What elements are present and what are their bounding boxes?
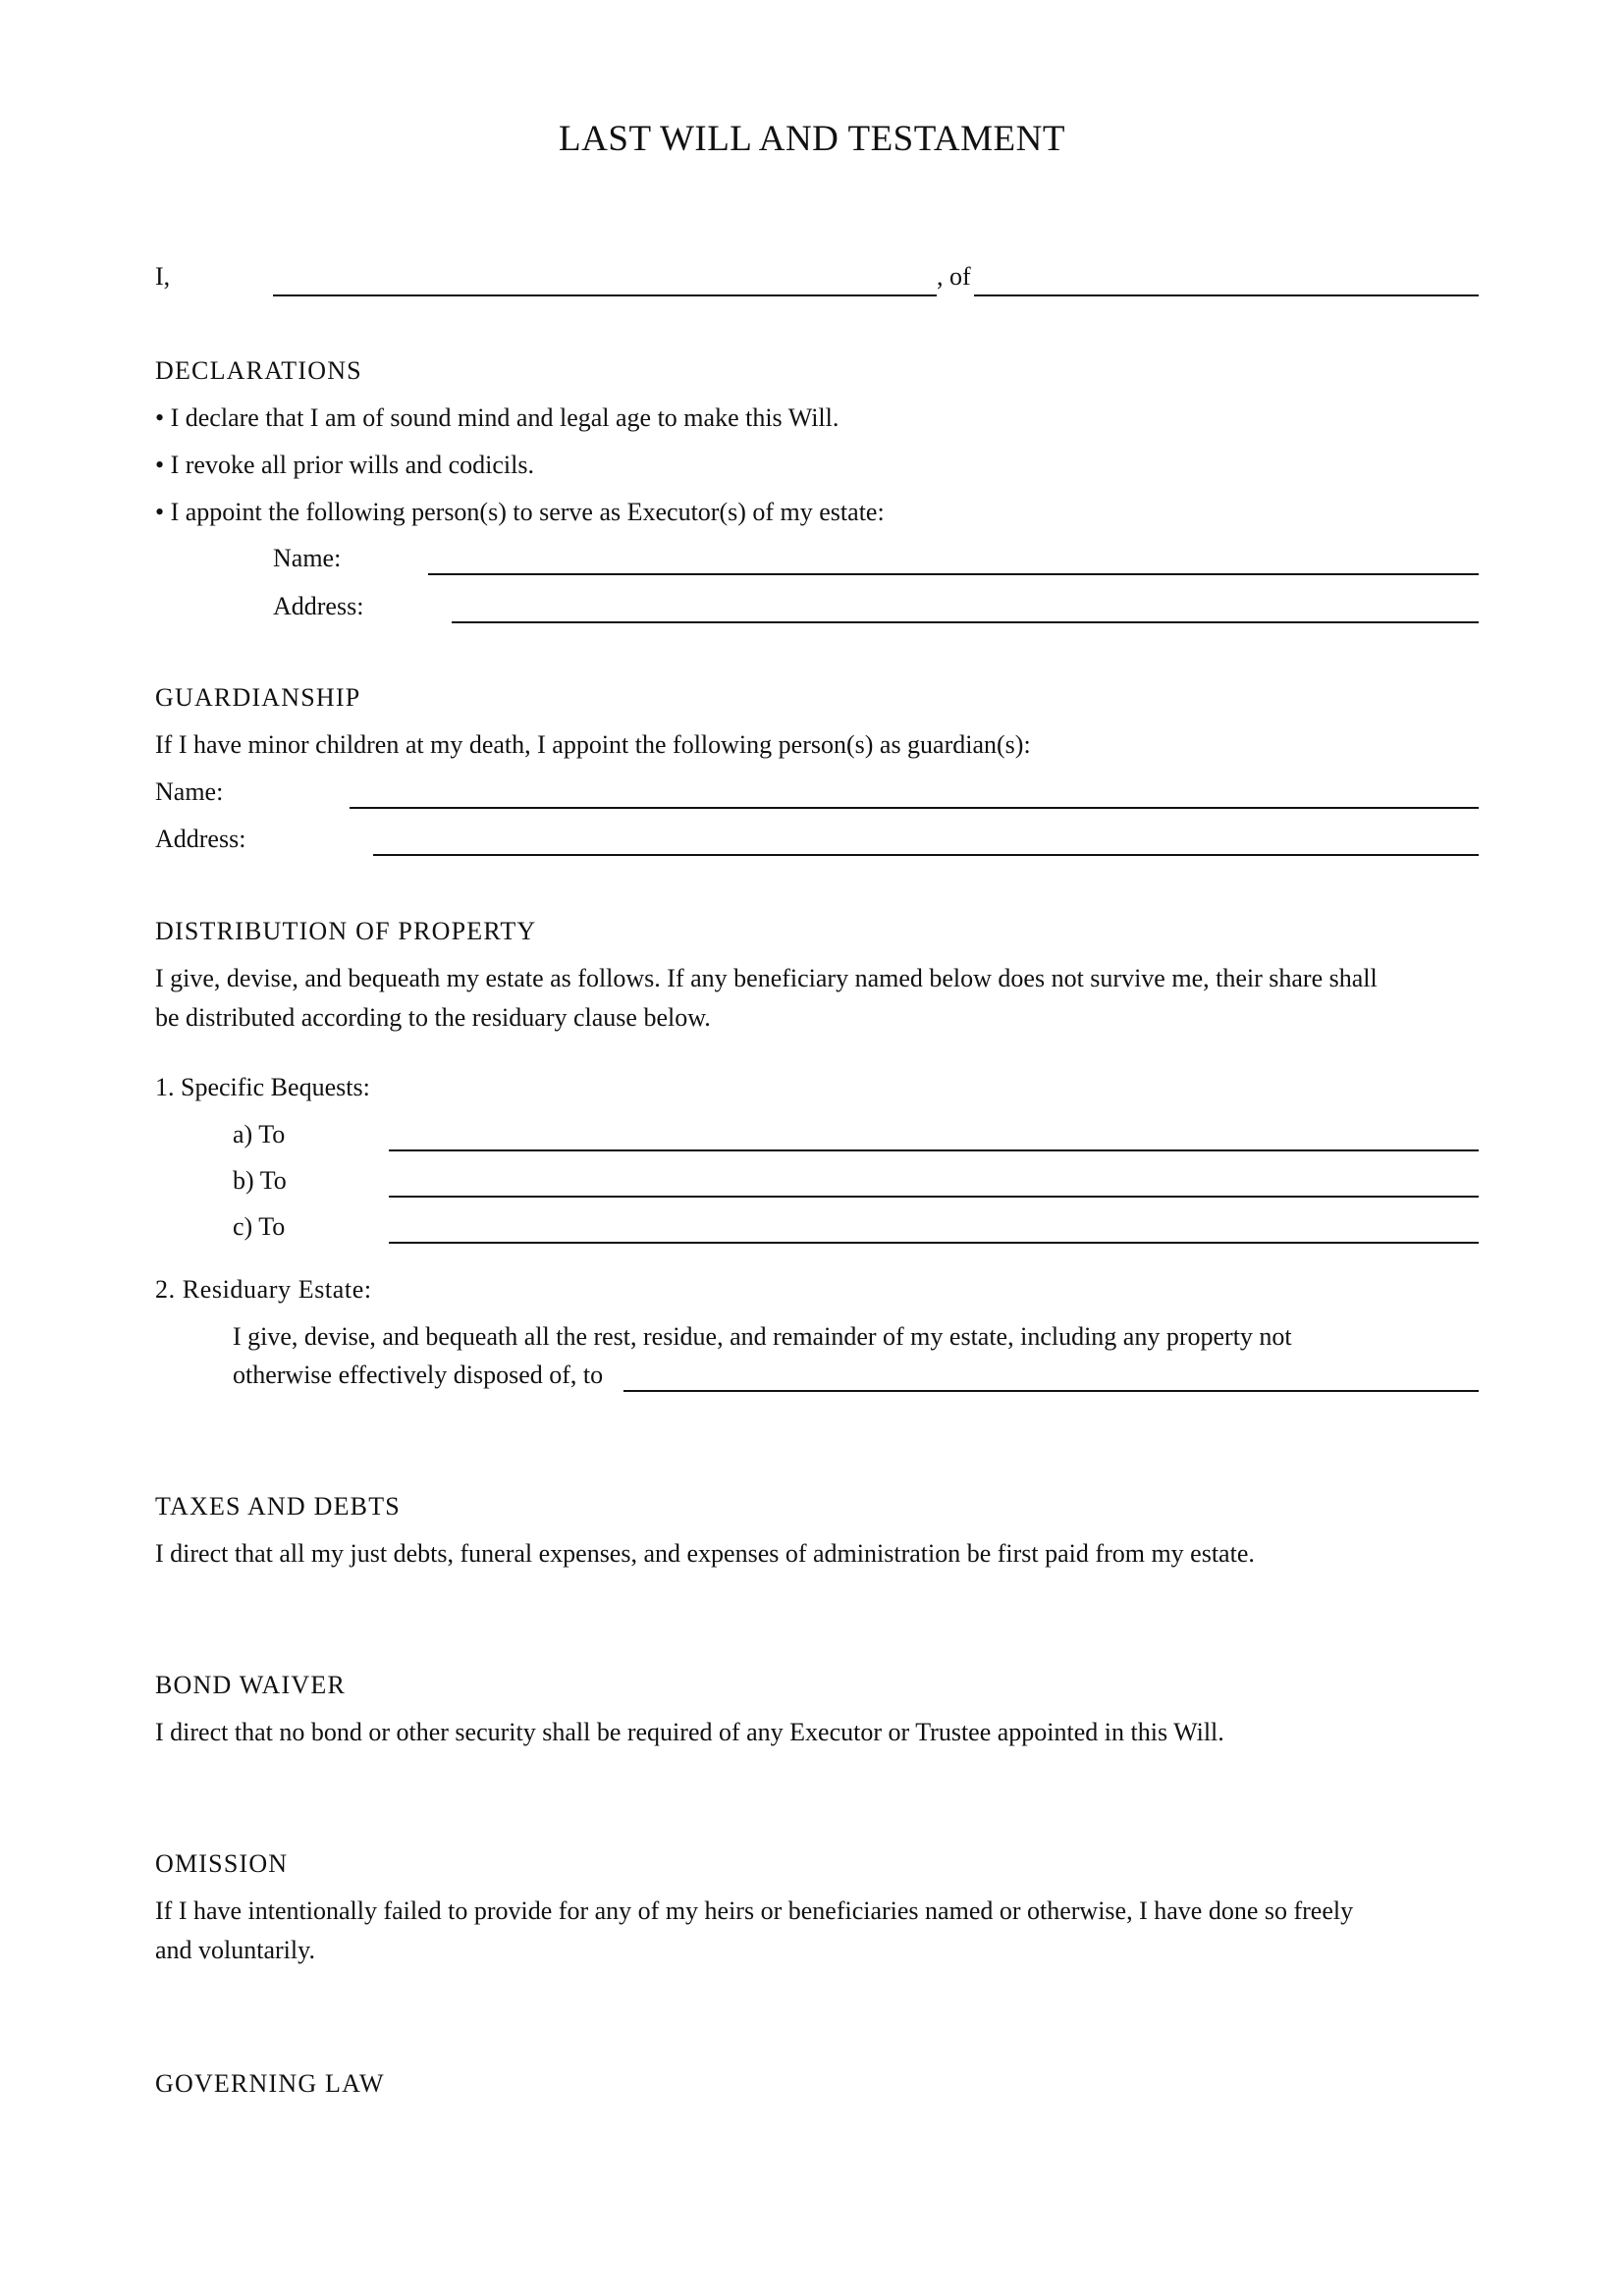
residuary-text-line1: I give, devise, and bequeath all the rest, residue, and remainder of my estate, including any property not [233, 1322, 1292, 1351]
declaration-item: • I revoke all prior wills and codicils. [155, 451, 535, 479]
bequest-b-label: b) To [233, 1166, 287, 1195]
taxes-heading: TAXES AND DEBTS [155, 1492, 401, 1521]
specific-bequests-label: 1. Specific Bequests: [155, 1073, 370, 1101]
executor-name-field[interactable] [428, 573, 1479, 575]
testator-name-field[interactable] [273, 294, 937, 296]
omission-text-line1: If I have intentionally failed to provide for any of my heirs or beneficiaries named or otherwise, I have done so freely [155, 1896, 1354, 1925]
guardian-address-label: Address: [155, 825, 246, 853]
guardian-name-field[interactable] [350, 807, 1479, 809]
distribution-text-line1: I give, devise, and bequeath my estate as follows. If any beneficiary named below does not survive me, their share shall [155, 964, 1378, 992]
distribution-heading: DISTRIBUTION OF PROPERTY [155, 917, 537, 945]
bequest-a-label: a) To [233, 1120, 286, 1148]
residuary-beneficiary-field[interactable] [623, 1390, 1479, 1392]
bequest-c-label: c) To [233, 1212, 286, 1241]
bequest-c-field[interactable] [389, 1242, 1479, 1244]
guardian-address-field[interactable] [373, 854, 1479, 856]
executor-name-label: Name: [273, 544, 342, 572]
declaration-item: • I appoint the following person(s) to serve as Executor(s) of my estate: [155, 498, 885, 526]
omission-heading: OMISSION [155, 1849, 289, 1878]
executor-address-field[interactable] [452, 621, 1479, 623]
guardianship-text: If I have minor children at my death, I appoint the following person(s) as guardian(s): [155, 730, 1031, 759]
governing-law-heading: GOVERNING LAW [155, 2069, 385, 2098]
document-title: LAST WILL AND TESTAMENT [559, 119, 1065, 159]
intro-of-label: , of [937, 262, 971, 291]
bequest-b-field[interactable] [389, 1196, 1479, 1198]
guardian-name-label: Name: [155, 777, 224, 806]
omission-text-line2: and voluntarily. [155, 1936, 315, 1964]
residuary-estate-label: 2. Residuary Estate: [155, 1275, 372, 1304]
residuary-text-line2: otherwise effectively disposed of, to [233, 1361, 604, 1389]
bequest-a-field[interactable] [389, 1149, 1479, 1151]
taxes-text: I direct that all my just debts, funeral expenses, and expenses of administration be first paid from my estate. [155, 1539, 1255, 1568]
guardianship-heading: GUARDIANSHIP [155, 683, 361, 712]
declaration-item: • I declare that I am of sound mind and legal age to make this Will. [155, 403, 839, 432]
testator-residence-field[interactable] [974, 294, 1479, 296]
distribution-text-line2: be distributed according to the residuary clause below. [155, 1003, 711, 1032]
executor-address-label: Address: [273, 592, 364, 620]
bond-waiver-heading: BOND WAIVER [155, 1671, 346, 1699]
bond-waiver-text: I direct that no bond or other security shall be required of any Executor or Trustee appointed in this Will. [155, 1718, 1224, 1746]
declarations-heading: DECLARATIONS [155, 356, 362, 385]
intro-i-label: I, [155, 262, 171, 291]
